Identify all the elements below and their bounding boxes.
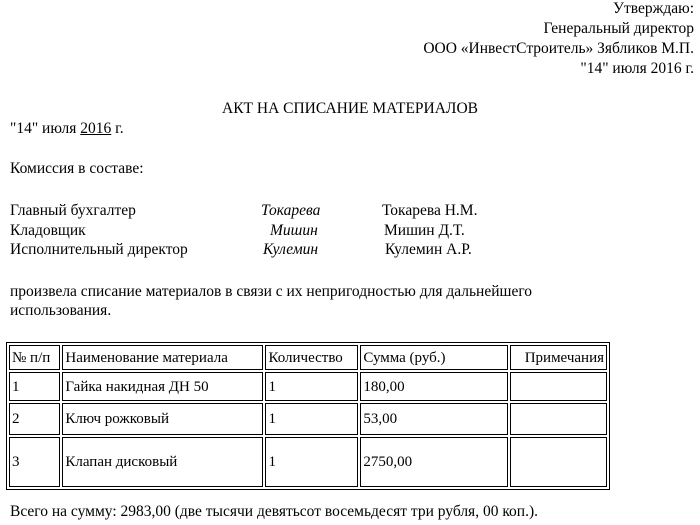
cell-material: Ключ рожковый (62, 403, 263, 435)
act-date-prefix: "14" июля (10, 120, 81, 137)
document-title: АКТ НА СПИСАНИЕ МАТЕРИАЛОВ (222, 100, 478, 117)
column-header-sum: Сумма (руб.) (360, 345, 508, 370)
member-role: Исполнительный директор (10, 241, 188, 258)
commission-intro: Комиссия в составе: (10, 160, 144, 177)
column-header-number: № п/п (9, 345, 60, 370)
statement-line-2: использования. (10, 302, 112, 319)
cell-material: Гайка накидная ДН 50 (62, 372, 263, 401)
cell-notes (510, 437, 607, 487)
cell-sum: 180,00 (360, 372, 508, 401)
act-date-suffix: г. (111, 120, 124, 137)
member-name: Кулемин А.Р. (385, 241, 472, 258)
cell-notes (510, 403, 607, 435)
approval-line-3: ООО «ИнвестСтроитель» Зябликов М.П. (423, 40, 694, 57)
cell-sum: 53,00 (360, 403, 508, 435)
member-role: Главный бухгалтер (10, 202, 136, 219)
cell-quantity: 1 (265, 372, 358, 401)
cell-material: Клапан дисковый (62, 437, 263, 487)
member-name: Токарева Н.М. (382, 202, 478, 219)
approval-line-4: "14" июля 2016 г. (580, 60, 694, 77)
member-signature: Кулемин (263, 241, 319, 258)
member-signature: Мишин (270, 222, 318, 239)
approval-line-2: Генеральный директор (543, 20, 694, 37)
approval-line-1: Утверждаю: (613, 0, 694, 17)
table-header-row (9, 345, 607, 370)
table-row (9, 437, 607, 487)
materials-table (6, 342, 610, 490)
cell-number: 3 (9, 437, 60, 487)
cell-sum: 2750,00 (360, 437, 508, 487)
table-row (9, 403, 607, 435)
act-date (10, 120, 124, 138)
column-header-quantity: Количество (265, 345, 358, 370)
member-signature: Токарева (261, 202, 321, 219)
act-date-year: 2016 (80, 120, 112, 137)
cell-number: 1 (9, 372, 60, 401)
column-header-material: Наименование материала (62, 345, 263, 370)
table-row (9, 372, 607, 401)
member-role: Кладовщик (10, 222, 86, 239)
member-name: Мишин Д.Т. (384, 222, 465, 239)
cell-quantity: 1 (265, 437, 358, 487)
total-line: Всего на сумму: 2983,00 (две тысячи девятьсот восемьдесят три рубля, 00 коп.). (10, 503, 539, 520)
cell-number: 2 (9, 403, 60, 435)
cell-quantity: 1 (265, 403, 358, 435)
cell-notes (510, 372, 607, 401)
column-header-notes: Примечания (510, 345, 607, 370)
statement-line-1: произвела списание материалов в связи с их непригодностью для дальнейшего (10, 283, 533, 300)
